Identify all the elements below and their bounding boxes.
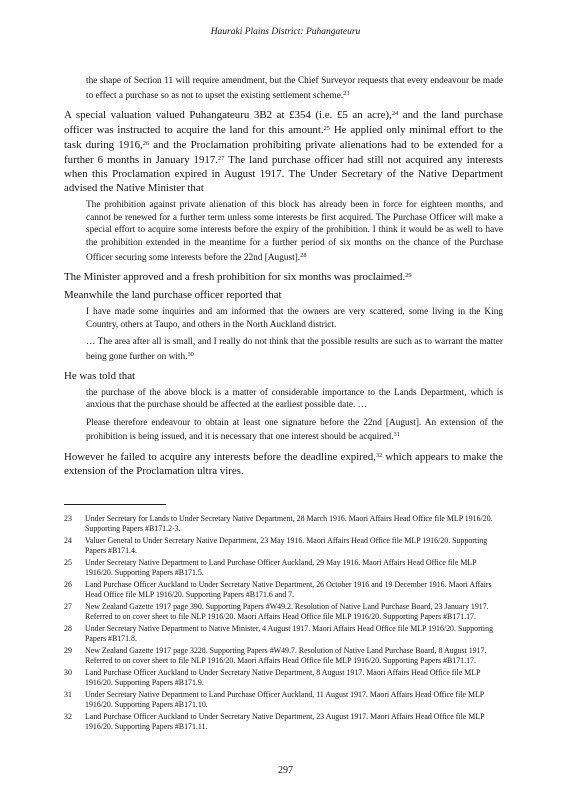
footnote-number: 27 [64, 602, 72, 611]
paragraph-text: which appears to make the extension of the Proclamation ultra vires. [64, 450, 503, 477]
paragraph-text: A special valuation valued Puhangateuru 3B2 at £354 (i.e. £5 an acre), [64, 109, 392, 122]
page-number: 297 [278, 765, 293, 776]
block-quote [86, 417, 503, 444]
paragraph-text: and the land purchase officer was instructed to acquire the land for this amount. [64, 109, 504, 137]
body-paragraph [64, 449, 503, 478]
footnote-divider [64, 504, 166, 505]
footnote-text: New Zealand Gazette 1917 page 390. Supporting Papers #W49.2. Resolution of Native Land Purchase Board, 23 January 1917. Referred to on cover sheet to file NLP 1916/20. Maori Affairs Head Office file MLP 1916/20. Supporting Papers #B171.17. [85, 602, 489, 621]
running-header: Hauraki Plains District: Puhangateuru [210, 27, 361, 37]
footnotes [64, 514, 503, 734]
footnote-text: Under Secretary Native Department to Land Purchase Officer Auckland, 29 May 1916. Maori Affairs Head Office file MLP 1916/20. Supporting Papers #B171.5. [85, 558, 477, 577]
footnote-text: Under Secretary Native Department to Land Purchase Officer Auckland, 11 August 1917. Maori Affairs Head Office file MLP 1916/20. Supporting Papers #B171.10. [85, 690, 484, 709]
footnote-ref: 28 [300, 251, 307, 259]
block-quote [86, 306, 503, 331]
quote-text: the purchase of the above block is a matter of considerable importance to the Lands Department, which is anxious that the purchase should be affected at the earliest possible date. … [86, 387, 503, 411]
footnote [64, 690, 503, 710]
footnote-number: 31 [64, 690, 72, 699]
footnote-number: 26 [64, 580, 72, 589]
body-text [64, 75, 503, 482]
footnote [64, 580, 503, 600]
footnote-text: Under Secretary for Lands to Under Secretary Native Department, 28 March 1916. Maori Affairs Head Office file MLP 1916/20. Supporting Papers #B171.2-3. [85, 514, 493, 533]
body-paragraph [64, 269, 503, 284]
footnote [64, 668, 503, 688]
footnote [64, 624, 503, 644]
block-quote [86, 199, 503, 264]
block-quote [86, 75, 503, 102]
paragraph-text: He was told that [64, 369, 136, 382]
quote-text: the shape of Section 11 will require amendment, but the Chief Surveyor requests that every endeavour be made to effect a purchase so as not to upset the existing settlement scheme. [86, 76, 503, 101]
footnote-ref: 23 [343, 89, 350, 97]
paragraph-text: Meanwhile the land purchase officer reported that [64, 289, 282, 302]
footnote-ref: 25 [323, 125, 330, 133]
footnote-ref: 32 [375, 451, 383, 459]
footnote-number: 29 [64, 646, 72, 655]
body-paragraph [64, 107, 503, 195]
footnote-ref: 26 [142, 140, 150, 148]
footnote [64, 558, 503, 578]
footnote [64, 712, 503, 732]
quote-text: Please therefore endeavour to obtain at least one signature before the 22nd [August]. An extension of the prohibition is being issued, and it is necessary that one interest should be acquired. [86, 417, 503, 443]
paragraph-text: He applied only minimal effort to the task during 1916, [64, 124, 503, 152]
footnote-ref: 27 [218, 155, 225, 163]
footnote-number: 24 [64, 536, 72, 545]
footnote-text: Under Secretary Native Department to Native Minister, 4 August 1917. Maori Affairs Head Office file MLP 1916/20. Supporting Papers #B171.8. [85, 624, 494, 643]
footnote-ref: 29 [405, 272, 412, 280]
footnote [64, 514, 503, 534]
footnote-number: 23 [64, 514, 72, 523]
paragraph-text: The Minister approved and a fresh prohibition for six months was proclaimed. [64, 271, 406, 284]
footnote-text: Land Purchase Officer Auckland to Under Secretary Native Department, 23 August 1917. Maori Affairs Head Office file MLP 1916/20. Supporting Papers #B171.11. [85, 712, 485, 731]
footnote-ref: 24 [391, 110, 399, 118]
block-quote [86, 387, 503, 412]
body-paragraph [64, 288, 503, 302]
footnote [64, 602, 503, 622]
paragraph-text: However he failed to acquire any interests before the deadline expired, [64, 450, 376, 463]
footnote-text: Valuer General to Under Secretary Native Department, 23 May 1916. Maori Affairs Head Office file MLP 1916/20. Supporting Papers #B171.4. [85, 536, 488, 555]
footnote [64, 646, 503, 666]
quote-text: … The area after all is small, and I really do not think that the possible results are such as to warrant the matter being gone further on with. [86, 337, 503, 362]
body-paragraph [64, 369, 503, 383]
quote-text: I have made some inquiries and am informed that the owners are very scattered, some living in the King Country, others at Taupo, and others in the North Auckland district. [86, 307, 503, 330]
footnote-number: 32 [64, 712, 72, 721]
footnote-ref: 30 [187, 350, 194, 358]
block-quote [86, 336, 503, 363]
footnote-number: 30 [64, 668, 72, 677]
footnote-number: 25 [64, 558, 72, 567]
paragraph-text: and the Proclamation prohibiting private alienations had to be extended for a further 6 months in January 1917. [64, 139, 503, 167]
footnote [64, 536, 503, 556]
footnote-text: Land Purchase Officer Auckland to Under Secretary Native Department, 8 August 1917. Maori Affairs Head Office file MLP 1916/20. Supporting Papers #B171.9. [85, 668, 481, 687]
footnote-text: New Zealand Gazette 1917 page 3228. Supporting Papers #W49.7. Resolution of Native Land Purchase Board, 8 August 1917. Referred to on cover sheet to file NLP 1916/20. Maori Affairs Head Office file MLP 1916/20. Supporting Papers #B171.17. [85, 646, 487, 665]
footnote-number: 28 [64, 624, 72, 633]
footnote-ref: 31 [393, 431, 400, 439]
quote-text: The prohibition against private alienation of this block has already been in force for eighteen months, and cannot be renewed for a further term unless some interests be first acquired. The Purchase Officer will make a special effort to acquire some interests before the expiry of the prohibition. I think it would be as well to have the prohibition extended in the meantime for a further period of six months on the chance of the Purchase Officer securing some interests before the 22nd [August]. [86, 200, 503, 263]
footnote-text: Land Purchase Officer Auckland to Under Secretary Native Department, 26 October 1916 and 19 December 1916. Maori Affairs Head Office file MLP 1916/20. Supporting Papers #B171.6 and 7. [85, 580, 492, 599]
paragraph-text: The land purchase officer had still not acquired any interests when this Proclamation expired in August 1917. The Under Secretary of the Native Department advised the Native Minister that [64, 154, 503, 195]
